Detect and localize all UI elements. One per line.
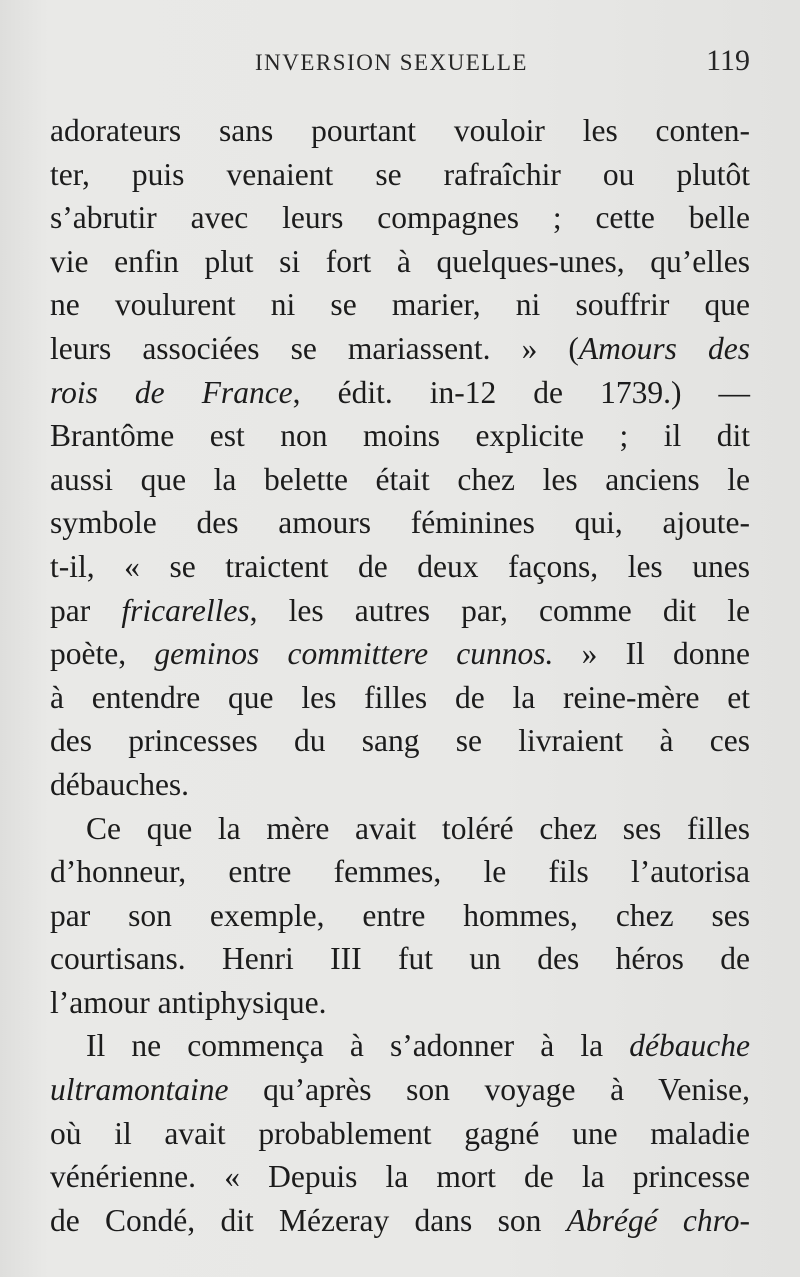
- italic-term: fricarelles: [121, 592, 250, 628]
- page-number: 119: [706, 44, 750, 77]
- body-text: [50, 109, 750, 1242]
- text-line: adorateurs sans pourtant vouloir les conten-: [50, 113, 750, 148]
- page-header: [50, 44, 750, 84]
- text-line: ne voulurent ni se marier, ni souffrir que: [50, 287, 750, 323]
- text-line: débauches.: [50, 766, 190, 802]
- text-line: des princesses du sang se livraient à ces: [50, 723, 750, 759]
- text-line: Brantôme est non moins explicite ; il dit: [50, 418, 750, 454]
- text-line: poète, geminos committere cunnos. » Il donne: [50, 636, 751, 672]
- text-line: par fricarelles, les autres par, comme dit le: [50, 592, 750, 628]
- italic-quote: geminos committere cunnos.: [154, 636, 554, 672]
- text-line: ultramontaine qu’après son voyage à Venise,: [50, 1072, 750, 1108]
- text-line: Ce que la mère avait toléré chez ses filles: [86, 810, 750, 846]
- running-title: INVERSION SEXUELLE: [255, 50, 528, 75]
- text-line: de Condé, dit Mézeray dans son Abrégé chro-: [50, 1202, 750, 1238]
- italic-term: débauche: [629, 1028, 750, 1064]
- italic-title: Abrégé chro-: [566, 1202, 750, 1238]
- text-line: courtisans. Henri III fut un des héros de: [50, 941, 750, 977]
- text-line: s’abrutir avec leurs compagnes ; cette belle: [50, 200, 750, 236]
- text-line: d’honneur, entre femmes, le fils l’autorisa: [50, 854, 750, 890]
- text-line: où il avait probablement gagné une maladie: [50, 1115, 750, 1151]
- text-line: l’amour antiphysique.: [50, 984, 327, 1020]
- text-line: leurs associées se mariassent. » (Amours des: [50, 330, 751, 366]
- text-line: t-il, « se traictent de deux façons, les unes: [50, 548, 750, 584]
- text-line: Il ne commença à s’adonner à la débauche: [86, 1028, 750, 1064]
- text-line: vénérienne. « Depuis la mort de la princesse: [50, 1159, 750, 1195]
- italic-title: Amours des: [578, 330, 751, 366]
- text-line: par son exemple, entre hommes, chez ses: [50, 897, 750, 933]
- text-line: à entendre que les filles de la reine-mère et: [50, 679, 750, 715]
- text-line: symbole des amours féminines qui, ajoute-: [50, 505, 750, 541]
- text-line: rois de France, édit. in-12 de 1739.) —: [50, 374, 750, 410]
- italic-term: ultramontaine: [50, 1072, 229, 1108]
- text-line: vie enfin plut si fort à quelques-unes, qu’elles: [50, 243, 750, 279]
- italic-title: rois de France: [50, 374, 293, 410]
- text-line: aussi que la belette était chez les anciens le: [50, 461, 750, 497]
- text-line: ter, puis venaient se rafraîchir ou plutôt: [50, 156, 750, 192]
